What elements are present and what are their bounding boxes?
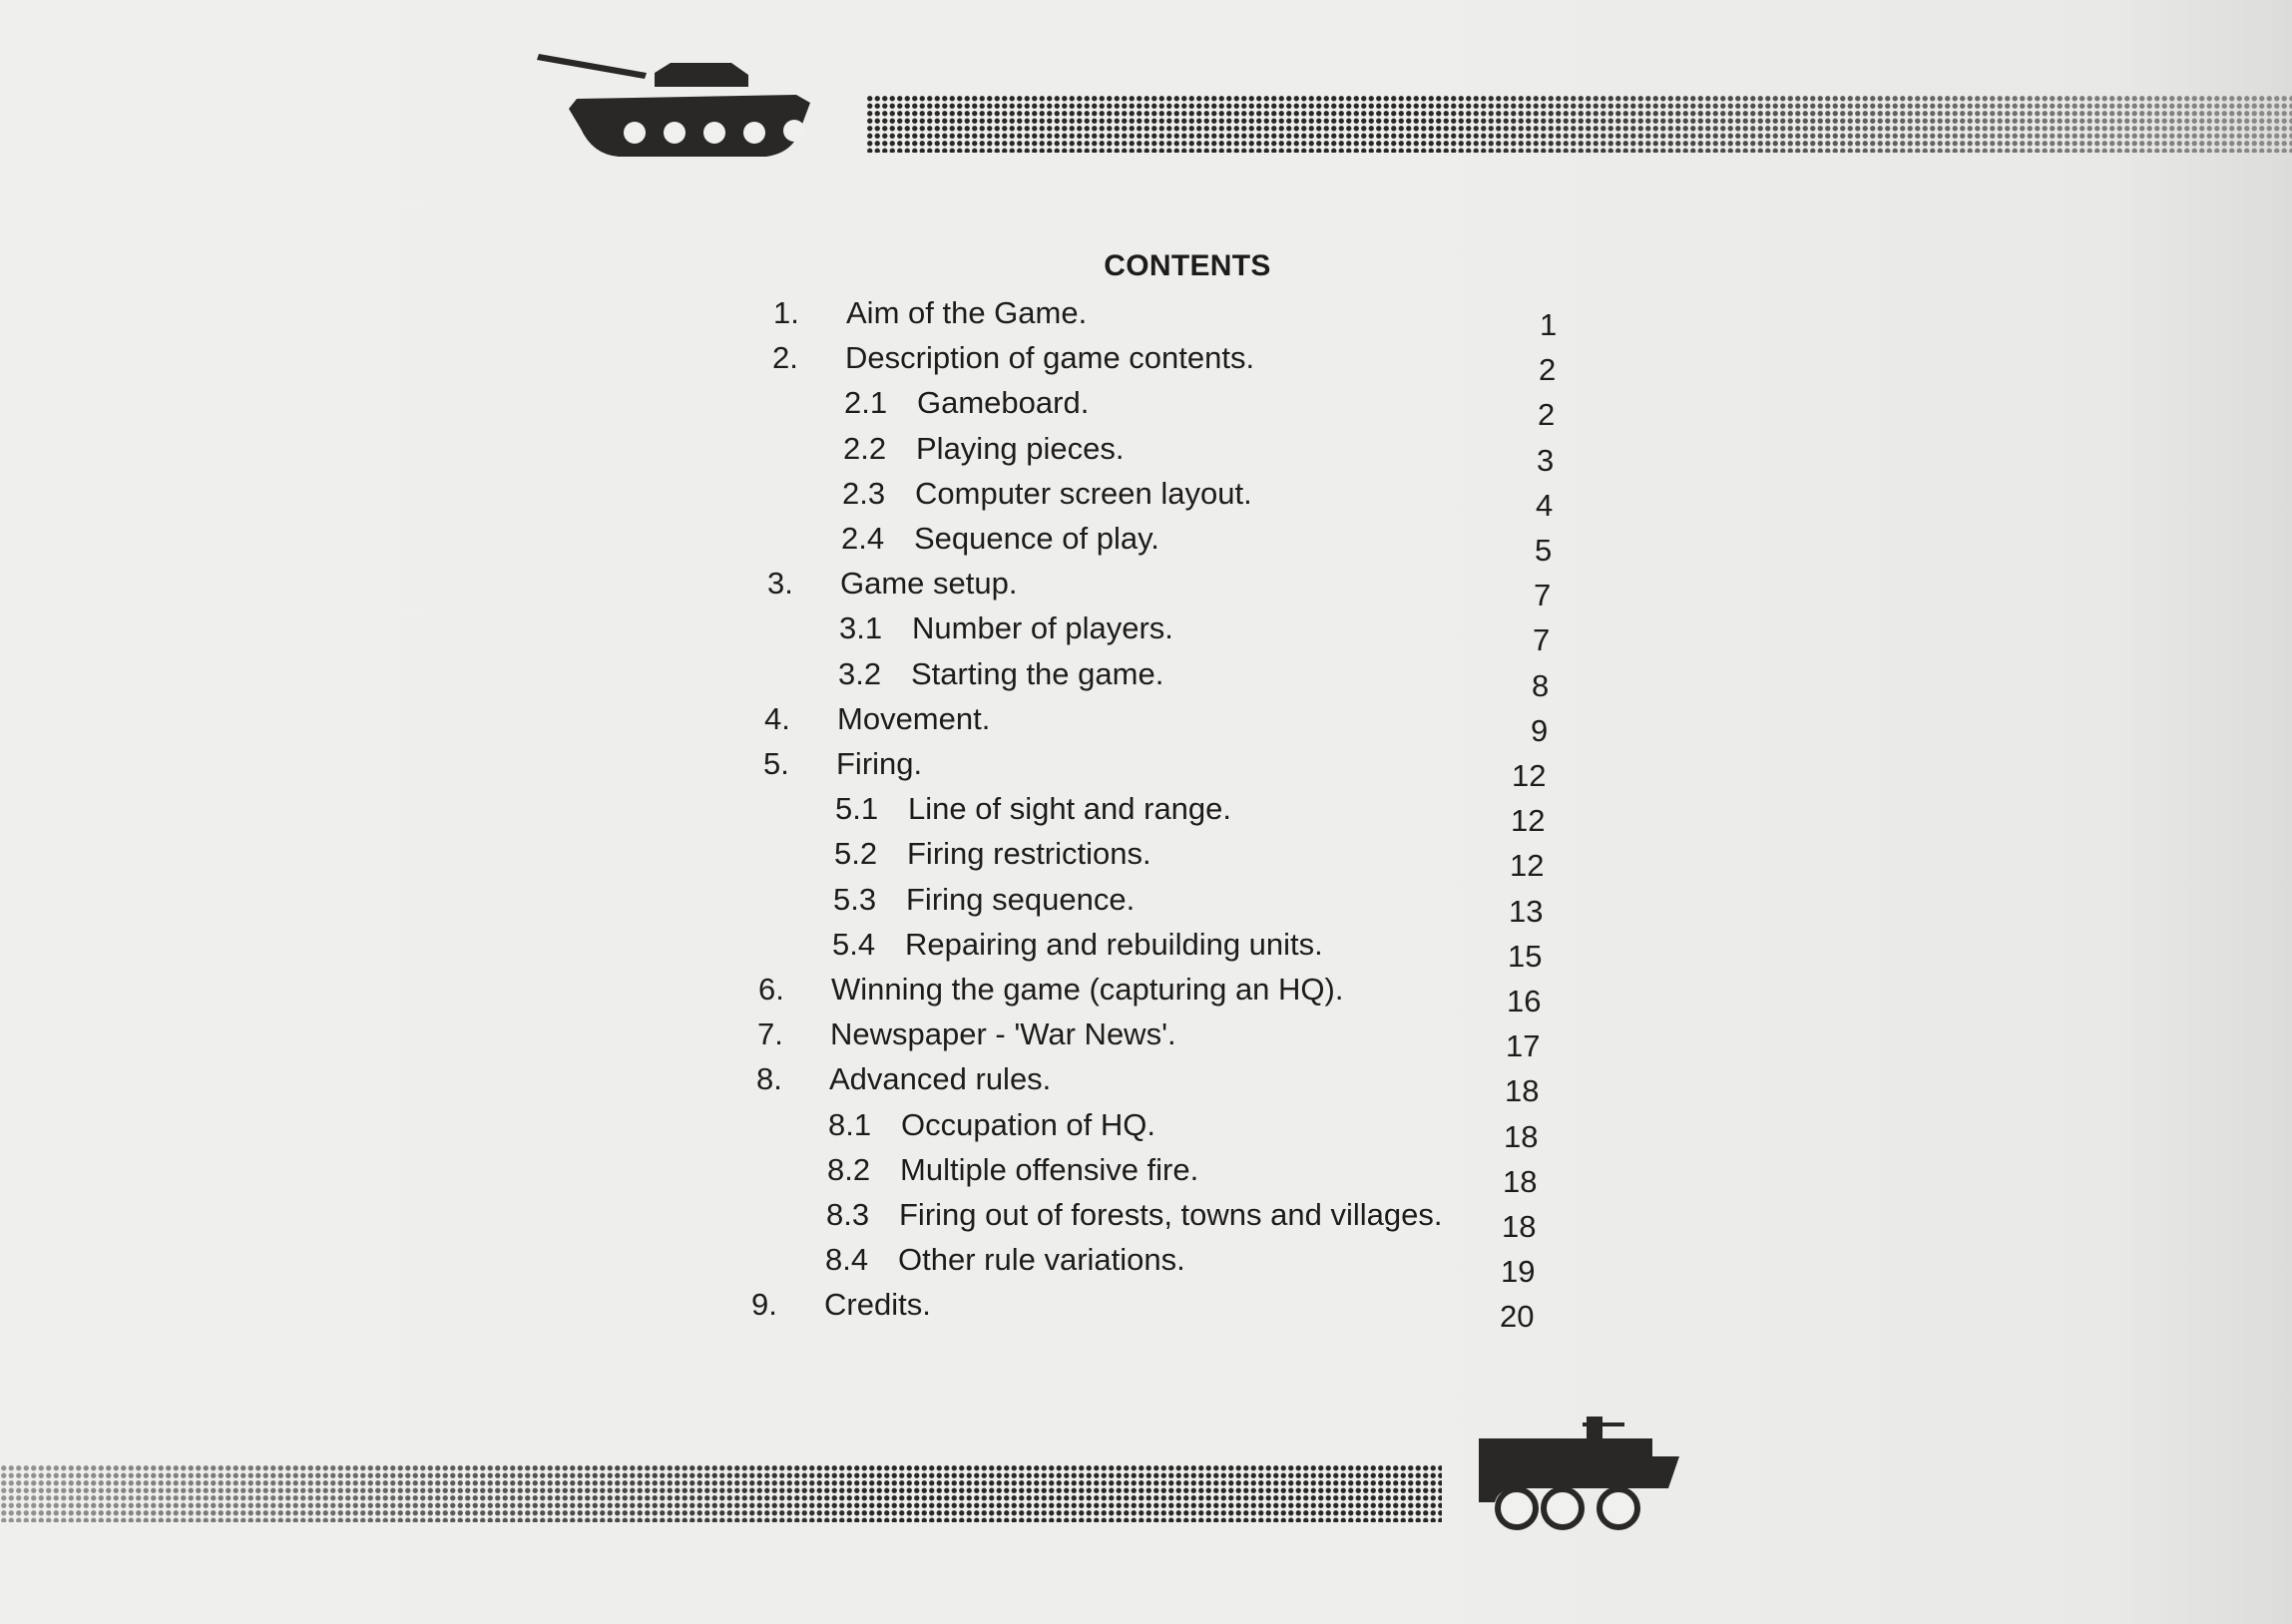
toc-entry — [766, 610, 1565, 658]
toc-entry-number: 8.2 — [827, 1151, 871, 1187]
toc-entry-title: Number of players. — [912, 610, 1173, 646]
toc-entry-number: 1. — [773, 295, 799, 330]
toc-entry — [759, 926, 1558, 974]
toc-entry — [769, 475, 1568, 523]
toc-entry — [763, 746, 1562, 793]
toc-entry-title: Description of game contents. — [845, 340, 1255, 376]
toc-entry-number: 5.2 — [834, 836, 878, 872]
toc-entry-number: 5.3 — [833, 881, 877, 917]
toc-entry-page: 12 — [1511, 803, 1546, 839]
toc-entry — [754, 1151, 1553, 1199]
toc-entry — [771, 385, 1570, 433]
toc-entry — [772, 340, 1571, 388]
toc-entry-page: 2 — [1539, 352, 1557, 388]
toc-entry-title: Game setup. — [840, 566, 1018, 602]
toc-entry-title: Firing out of forests, towns and villages. — [899, 1197, 1443, 1232]
toc-entry-number: 2.3 — [842, 475, 886, 511]
toc-entry-page: 13 — [1509, 893, 1544, 929]
toc-entry-title: Firing sequence. — [906, 881, 1136, 917]
toc-entry-page: 5 — [1535, 533, 1553, 568]
toc-entry-page: 20 — [1500, 1299, 1535, 1335]
toc-entry-page: 12 — [1510, 848, 1545, 884]
toc-entry — [751, 1287, 1550, 1335]
toc-entry — [765, 655, 1564, 703]
toc-entry-page: 12 — [1512, 758, 1547, 793]
toc-entry-number: 8.3 — [826, 1197, 870, 1232]
toc-entry-title: Gameboard. — [917, 385, 1090, 421]
toc-entry-number: 5.1 — [835, 791, 879, 827]
toc-entry-number: 8. — [756, 1061, 782, 1097]
toc-entry-page: 18 — [1502, 1209, 1537, 1244]
toc-entry-title: Movement. — [837, 700, 991, 736]
toc-entry-title: Credits. — [824, 1287, 931, 1323]
toc-entry-page: 18 — [1504, 1118, 1539, 1154]
toc-entry-title: Newspaper - 'War News'. — [830, 1016, 1176, 1052]
toc-entry-page: 16 — [1507, 984, 1542, 1018]
toc-entry-number: 2.2 — [843, 430, 887, 466]
toc-entry-number: 2. — [772, 340, 798, 376]
toc-entry-number: 8.1 — [828, 1106, 872, 1142]
toc-entry-page: 2 — [1538, 397, 1556, 433]
toc-entry-number: 2.1 — [844, 385, 888, 421]
toc-entry — [770, 430, 1569, 478]
toc-entry-title: Other rule variations. — [898, 1242, 1185, 1278]
toc-entry-page: 1 — [1540, 307, 1558, 342]
toc-entry-page: 18 — [1505, 1073, 1540, 1109]
toc-entry-number: 3. — [767, 566, 793, 602]
toc-entry-title: Repairing and rebuilding units. — [905, 926, 1323, 962]
toc-entry-title: Playing pieces. — [916, 430, 1125, 466]
toc-entry-number: 6. — [758, 972, 784, 1007]
toc-entry-number: 3.1 — [839, 610, 883, 646]
toc-entry-number: 8.4 — [825, 1242, 869, 1278]
toc-entry-page: 3 — [1537, 442, 1555, 478]
toc-entry — [756, 1061, 1555, 1109]
toc-entry — [757, 1016, 1556, 1064]
toc-entry-number: 7. — [757, 1016, 783, 1052]
toc-entry — [752, 1242, 1551, 1290]
toc-entry-page: 7 — [1533, 622, 1551, 658]
toc-entry-title: Firing restrictions. — [907, 836, 1151, 872]
toc-entry-page: 9 — [1531, 712, 1549, 748]
toc-entry-page: 19 — [1501, 1254, 1536, 1290]
toc-entry — [753, 1197, 1552, 1244]
toc-entry-number: 5. — [763, 746, 789, 781]
toc-entry-page: 7 — [1534, 578, 1552, 613]
toc-entry — [758, 972, 1557, 1018]
toc-entry-page: 4 — [1536, 487, 1554, 523]
toc-entry-title: Advanced rules. — [829, 1061, 1052, 1097]
toc-entry-title: Line of sight and range. — [908, 791, 1232, 827]
toc-entry-title: Starting the game. — [911, 655, 1164, 691]
contents-heading: CONTENTS — [1104, 249, 1271, 282]
toc-entry-page: 18 — [1503, 1163, 1538, 1199]
toc-entry-page: 15 — [1508, 938, 1543, 974]
toc-entry — [773, 295, 1572, 342]
toc-entry-title: Firing. — [836, 746, 923, 781]
toc-entry-title: Occupation of HQ. — [901, 1106, 1156, 1142]
toc-entry-number: 9. — [751, 1287, 777, 1323]
toc-entry — [761, 836, 1560, 884]
toc-entry — [764, 700, 1563, 748]
toc-entry — [767, 566, 1566, 613]
toc-entry-title: Winning the game (capturing an HQ). — [831, 972, 1344, 1007]
toc-entry-number: 3.2 — [838, 655, 882, 691]
toc-entry — [755, 1106, 1554, 1154]
toc-entry-title: Aim of the Game. — [846, 295, 1088, 330]
toc-entry — [768, 521, 1567, 568]
toc-entry — [762, 791, 1561, 839]
toc-entry-page: 8 — [1532, 667, 1550, 703]
toc-entry — [760, 881, 1559, 929]
toc-entry-number: 2.4 — [841, 521, 885, 556]
toc-entry-title: Computer screen layout. — [915, 475, 1252, 511]
toc-entry-number: 4. — [764, 700, 790, 736]
toc-entry-number: 5.4 — [832, 926, 876, 962]
toc-entry-title: Multiple offensive fire. — [900, 1151, 1199, 1187]
toc-entry-title: Sequence of play. — [914, 521, 1159, 556]
toc-entry-page: 17 — [1506, 1028, 1541, 1064]
